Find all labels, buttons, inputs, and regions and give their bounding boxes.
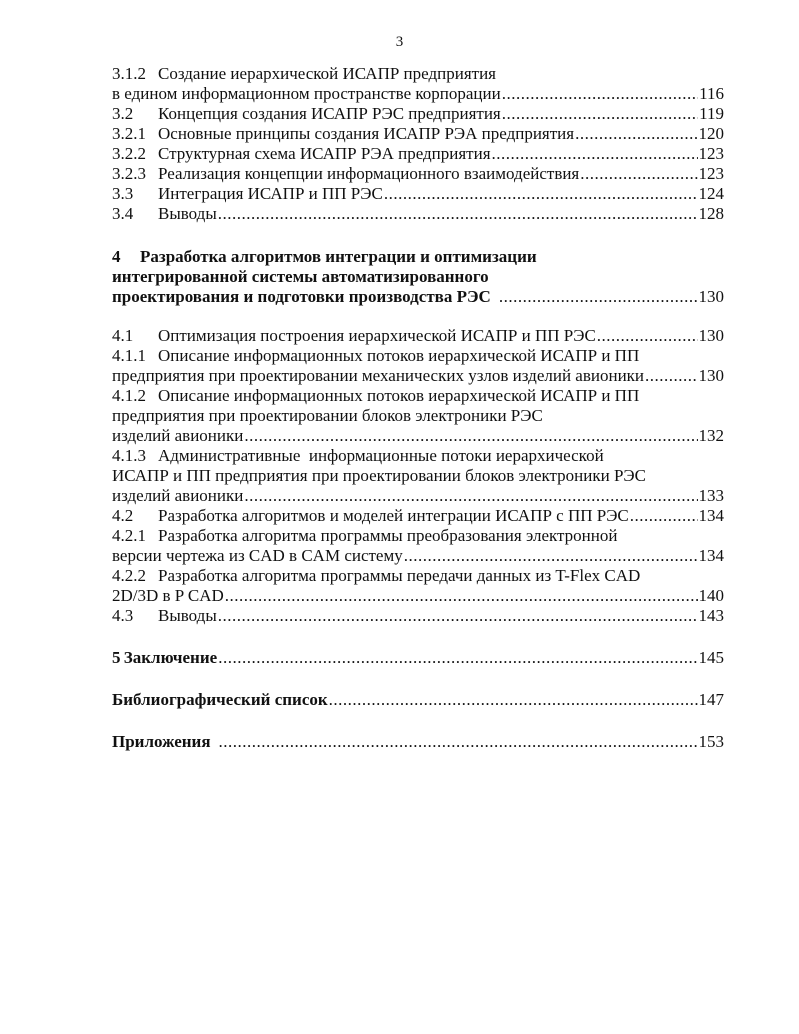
entry-page: 147 [698,690,724,709]
toc-chapter-4[interactable] [112,247,724,307]
entry-page: 128 [698,204,724,223]
entry-title-cont: предприятия при проектировании блоков электроники РЭС [112,406,543,425]
entry-number: 3.2 [112,104,134,123]
entry-page: 132 [698,426,724,445]
entry-title: Выводы [158,606,217,625]
dot-leader [329,690,698,710]
toc-entry-3-1-2[interactable] [112,64,724,104]
entry-page: 153 [698,732,724,751]
entry-title: Разработка алгоритма программы преобразования электронной [158,526,618,545]
dot-leader [244,426,697,446]
dot-leader [225,586,698,606]
toc-entry-4-2-1[interactable] [112,526,724,566]
entry-title: Разработка алгоритма программы передачи данных из T-Flex CAD [158,566,641,585]
entry-title: Концепция создания ИСАПР РЭС предприятия [158,104,501,123]
toc-entry-4-1-3[interactable] [112,446,724,506]
entry-number: 3.2.3 [112,164,146,183]
entry-title: Оптимизация построения иерархической ИСАПР и ПП РЭС [158,326,596,345]
page-number: 3 [395,34,404,50]
entry-title-cont: в едином информационном пространстве корпорации [112,84,501,103]
chapter-title: Разработка алгоритмов интеграции и оптимизации [140,247,537,266]
entry-number: 3.2.2 [112,144,146,163]
entry-title: Интеграция ИСАПР и ПП РЭС [158,184,383,203]
toc-entry-4-2[interactable] [112,506,724,526]
entry-page: 124 [698,184,724,203]
entry-page: 134 [698,506,724,525]
entry-page: 134 [698,546,724,565]
entry-page: 119 [699,104,724,123]
toc-entry-3-2-3[interactable] [112,164,724,184]
chapter-number: 4 [112,247,121,266]
entry-page: 116 [699,84,724,103]
entry-number: 4.1.3 [112,446,146,465]
toc-entry-4-1-2[interactable] [112,386,724,446]
chapter-title-cont: интегрированной системы автоматизированного [112,267,489,286]
entry-number: 3.3 [112,184,134,203]
entry-title: Административные информационные потоки иерархической [158,446,604,465]
entry-page: 120 [698,124,724,143]
toc-entry-4-1-1[interactable] [112,346,724,386]
entry-title: Выводы [158,204,217,223]
entry-title-cont: предприятия при проектировании механических узлов изделий авионики [112,366,645,385]
dot-leader [404,546,698,566]
entry-title-cont: 2D/3D в P CAD [112,586,224,605]
chapter-title: Библиографический список [112,690,328,709]
entry-number: 4.2 [112,506,134,525]
toc-entry-4-2-2[interactable] [112,566,724,606]
entry-title: Создание иерархической ИСАПР предприятия [158,64,496,83]
chapter-title-cont: проектирования и подготовки производства РЭС [112,287,491,306]
toc-entry-4-1[interactable] [112,326,724,346]
dot-leader [645,366,697,386]
dot-leader [575,124,697,144]
entry-page: 130 [698,287,724,306]
entry-number: 4.2.1 [112,526,146,545]
dot-leader [244,486,697,506]
dot-leader [502,104,698,124]
entry-page: 130 [698,326,724,345]
toc-entry-4-3[interactable] [112,606,724,626]
entry-title: Разработка алгоритмов и моделей интеграции ИСАПР с ПП РЭС [158,506,629,525]
dot-leader [597,326,698,346]
toc-appendix[interactable] [112,732,724,752]
dot-leader [218,606,698,626]
table-of-contents [112,64,724,752]
chapter-title: Приложения [112,732,211,751]
dot-leader [499,287,698,307]
entry-title: Реализация концепции информационного взаимодействия [158,164,580,183]
entry-title-cont: изделий авионики [112,426,244,445]
dot-leader [580,164,697,184]
chapter-number: 5 [112,648,121,667]
entry-title: Описание информационных потоков иерархической ИСАПР и ПП [158,346,640,365]
toc-entry-3-4[interactable] [112,204,724,224]
entry-title-cont: ИСАПР и ПП предприятия при проектировании блоков электроники РЭС [112,466,646,485]
entry-number: 3.4 [112,204,134,223]
dot-leader [218,648,697,668]
entry-page: 145 [698,648,724,667]
entry-title: Описание информационных потоков иерархической ИСАПР и ПП [158,386,640,405]
toc-entry-3-3[interactable] [112,184,724,204]
entry-number: 3.1.2 [112,64,146,83]
entry-page: 133 [698,486,724,505]
entry-page: 140 [698,586,724,605]
entry-number: 4.2.2 [112,566,146,585]
dot-leader [630,506,698,526]
entry-title-cont: изделий авионики [112,486,244,505]
dot-leader [219,732,698,752]
entry-number: 3.2.1 [112,124,146,143]
entry-title-cont: версии чертежа из CAD в CAM систему [112,546,403,565]
toc-entry-3-2[interactable] [112,104,724,124]
entry-page: 123 [698,144,724,163]
entry-number: 4.3 [112,606,134,625]
toc-chapter-5[interactable] [112,648,724,668]
toc-entry-3-2-2[interactable] [112,144,724,164]
entry-title: Основные принципы создания ИСАПР РЭА предприятия [158,124,575,143]
toc-entry-3-2-1[interactable] [112,124,724,144]
dot-leader [218,204,698,224]
entry-number: 4.1.1 [112,346,146,365]
toc-bibliography[interactable] [112,690,724,710]
dot-leader [492,144,698,164]
dot-leader [384,184,698,204]
entry-page: 143 [698,606,724,625]
entry-number: 4.1.2 [112,386,146,405]
chapter-title: Заключение [123,648,218,667]
dot-leader [502,84,698,104]
entry-number: 4.1 [112,326,134,345]
entry-page: 123 [698,164,724,183]
entry-title: Структурная схема ИСАПР РЭА предприятия [158,144,491,163]
entry-page: 130 [698,366,724,385]
